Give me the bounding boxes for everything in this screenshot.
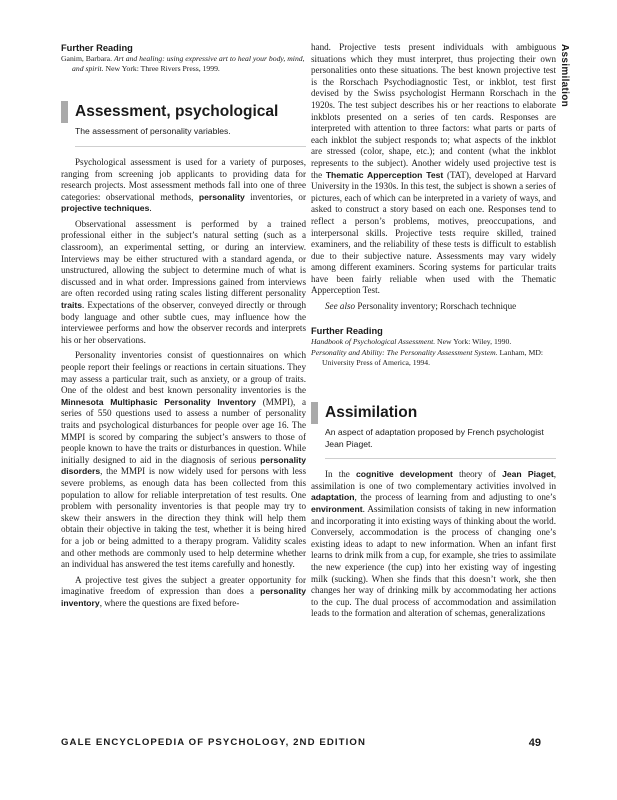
body-paragraph: Psychological assessment is used for a variety of purposes, ranging from screening job applicants to providing data for research projects. Most assessment methods fall into one of three categories: observational methods, personality inventories, or projective techniques.: [61, 156, 306, 214]
body-paragraph: hand. Projective tests present individuals with ambiguous situations which they must interpret, thus projecting their own personalities onto these situations. The best known projective test is the Rorschach Psychodiagnostic Test, or inkblot, test first devised by the Swiss psychologist Hermann Rorschach in the 1920s. The test subject describes his or her reactions to elaborate inkblots presented on a series of ten cards. Responses are interpreted with attention to three factors: what parts or parts of each inkblot the subject responds to; what aspects of the inkblot are stressed (color, shape, etc.); and content (what the inkblot represents to the subject). Another widely used projective test is the Thematic Apperception Test (TAT), developed at Harvard University in the 1930s. In this test, the subject is shown a series of pictures, each of which can be interpreted in a variety of ways, and asked to construct a story based on each one. Responses tend to reflect a person’s problems, motives, preoccupations, and interpersonal skills. Projective tests require skilled, trained examiners, and the reliability of these tests is difficult to establish due to their subjective nature. Assessments may vary widely among different examiners. Scoring systems for particular traits have been fairly reliable when used with the Thematic Apperception Test.: [311, 42, 556, 296]
reference-item: Handbook of Psychological Assessment. New York: Wiley, 1990.: [311, 336, 512, 346]
page-number: 49: [528, 737, 541, 749]
reference-item: Ganim, Barbara. Art and healing: using expressive art to heal your body, mind, and spirit. New York: Three Rivers Press, 1999.: [61, 54, 305, 74]
see-also-line: See also Personality inventory; Rorschach technique: [325, 301, 517, 312]
running-head-tab: [556, 44, 570, 154]
entry-title: Assessment, psychological: [75, 103, 279, 121]
entry-title: Assimilation: [325, 404, 418, 422]
entry-marker-bar: [61, 101, 68, 123]
body-paragraph: A projective test gives the subject a greater opportunity for imaginative freedom of expression than does a personality inventory, where the questions are fixed before-: [61, 574, 306, 608]
right-column: [311, 42, 556, 620]
publication-title: GALE ENCYCLOPEDIA OF PSYCHOLOGY, 2ND EDITION: [61, 737, 366, 748]
left-column: [61, 42, 306, 609]
reference-item: Personality and Ability: The Personality Assessment System. Lanham, MD: University Press of America, 1994.: [311, 347, 544, 368]
body-paragraph: Personality inventories consist of questionnaires on which people report their feelings or reactions in certain situations. They may assess a particular trait, such as anxiety, or a group of traits. One of the oldest and best known personality inventories is the Minnesota Multiphasic Personality Inventory (MMPI), a series of 550 questions used to assess a number of personality traits and psychological disturbances for people over age 16. The MMPI is scored by comparing the subject’s answers to those of people known to have the traits or disturbances in question. While initially designed to aid in the diagnosis of serious personality disorders, the MMPI is now widely used for persons with less severe problems, as enough data has been collected from this population to allow for reliable interpretation of test results. One problem with personality inventories is that people may try to skew their answers in the direction they think will help them obtain their objective in taking the test, whether it is being hired for a job or being admitted to a therapy program. Validity scales and other methods are commonly used to help determine whether an individual has answered the test items carefully and honestly.: [61, 350, 307, 570]
entry-marker-bar: [311, 402, 318, 424]
entry-definition: The assessment of personality variables.: [75, 126, 231, 137]
entry-definition: An aspect of adaptation proposed by French psychologist Jean Piaget.: [325, 427, 544, 449]
entry-heading-assessment: [61, 101, 306, 138]
further-reading-heading: Further Reading: [311, 325, 383, 336]
running-head-label: Assimilation: [559, 44, 570, 108]
page-footer: [61, 737, 541, 748]
body-paragraph: In the cognitive development theory of Jean Piaget, assimilation is one of two complementary activities involved in adaptation, the process of learning from and adjusting to one’s environment. Assimilation consists of taking in new information and incorporating it into existing ways of thinking about the world. Conversely, accommodation is the process of changing one’s existing ideas to adapt to new information. When an infant first learns to drink milk from a cup, for example, she tries to assimilate the new experience (the cup) into her existing way of ingesting milk (sucking). When she finds that this doesn’t work, she then changes her way of drinking milk by accommodating her actions to the cup. The dual process of accommodation and assimilation leads to the formation and alteration of schemas, generalizations: [311, 469, 556, 619]
further-reading-heading: Further Reading: [61, 43, 133, 53]
entry-heading-assimilation: [311, 402, 556, 450]
body-paragraph: Observational assessment is performed by a trained professional either in the subject’s natural setting (such as a classroom), an experimental setting, or during an interview. Interviews may be either structured with a standard agenda, or unstructured, allowing the subject to determine much of what is discussed and in what order. Impressions gained from interviews are often recorded using rating scales listing different personality traits. Expectations of the observer, conveyed directly or through body language and other subtle cues, may influence how the interviewee performs and how the observer records and interprets his or her observations.: [61, 218, 306, 345]
